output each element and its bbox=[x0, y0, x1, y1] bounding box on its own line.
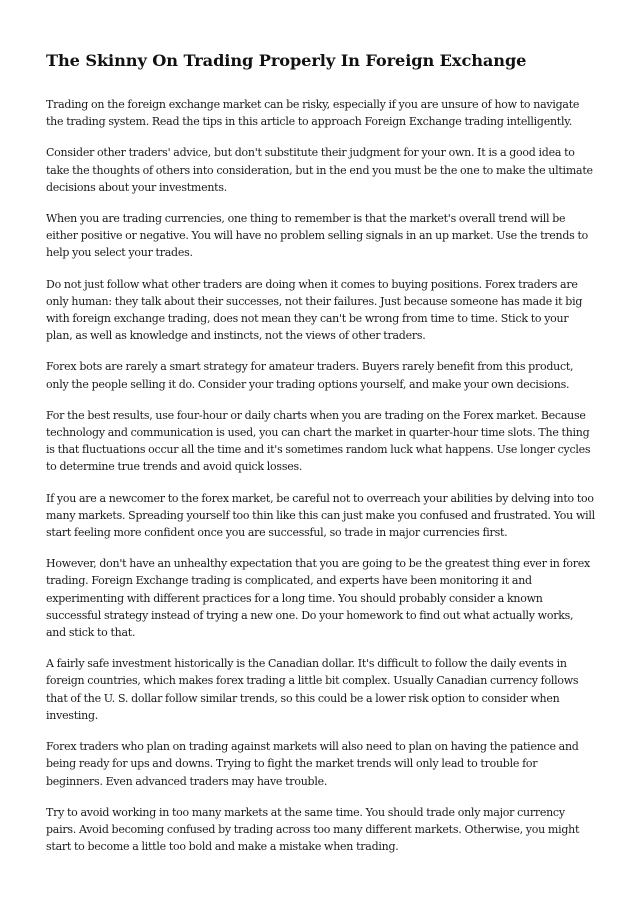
paragraph: Trading on the foreign exchange market can be risky, especially if you are unsure of how to navigate the trading system. Read the tips in this article to approach Foreign Exchange trading intelligently. bbox=[46, 98, 580, 129]
paragraph: If you are a newcomer to the forex market, be careful not to overreach your abilities by delving into too many markets. Spreading yourself too thin like this can just make you confused and frustrated. You will start feeling more confident once you are successful, so trade in major currencies first. bbox=[46, 491, 595, 540]
paragraph: Consider other traders' advice, but don't substitute their judgment for your own. It is a good idea to take the thoughts of others into consideration, but in the end you must be the one to make the ultimate decisions about your investments. bbox=[46, 146, 593, 194]
paragraph: Forex bots are rarely a smart strategy for amateur traders. Buyers rarely benefit from this product, only the people selling it do. Consider your trading options yourself, and make your own decisions. bbox=[46, 360, 574, 391]
paragraph: A fairly safe investment historically is the Canadian dollar. It's difficult to follow the daily events in foreign countries, which makes forex trading a little bit complex. Usually Canadian currency follows that of the U. S. dollar follow similar trends, so this could be a lower risk option to consider when investing. bbox=[46, 657, 579, 722]
paragraph: Try to avoid working in too many markets at the same time. You should trade only major currency pairs. Avoid becoming confused by trading across too many different markets. Otherwise, you might start to become a little too bold and make a mistake when trading. bbox=[46, 805, 580, 854]
paragraph: Forex traders who plan on trading against markets will also need to plan on having the patience and being ready for ups and downs. Trying to fight the market trends will only lead to trouble for beginners. Even advanced traders may have trouble. bbox=[46, 740, 579, 788]
paragraph: For the best results, use four-hour or daily charts when you are trading on the Forex market. Because technology and communication is used, you can chart the market in quarter-hour time slots. The thing is that fluctuations occur all the time and it's sometimes random luck what happens. Use longer cycles to determine true trends and avoid quick losses. bbox=[46, 408, 591, 474]
document-page bbox=[46, 50, 596, 869]
paragraph: However, don't have an unhealthy expectation that you are going to be the greatest thing ever in forex trading. Foreign Exchange trading is complicated, and experts have been monitoring it and experimenting with different practices for a long time. You should probably consider a known successful strategy instead of trying a new one. Do your homework to find out what actually works, and stick to that. bbox=[46, 557, 590, 640]
paragraph: When you are trading currencies, one thing to remember is that the market's overall trend will be either positive or negative. You will have no problem selling signals in an up market. Use the trends to help you select your trades. bbox=[46, 212, 589, 260]
document-title: The Skinny On Trading Properly In Foreign Exchange bbox=[46, 51, 527, 70]
paragraph: Do not just follow what other traders are doing when it comes to buying positions. Forex traders are only human: they talk about their successes, not their failures. Just because someone has made it big with foreign exchange trading, does not mean they can't be wrong from time to time. Stick to your plan, as well as knowledge and instincts, not the views of other traders. bbox=[46, 277, 583, 343]
